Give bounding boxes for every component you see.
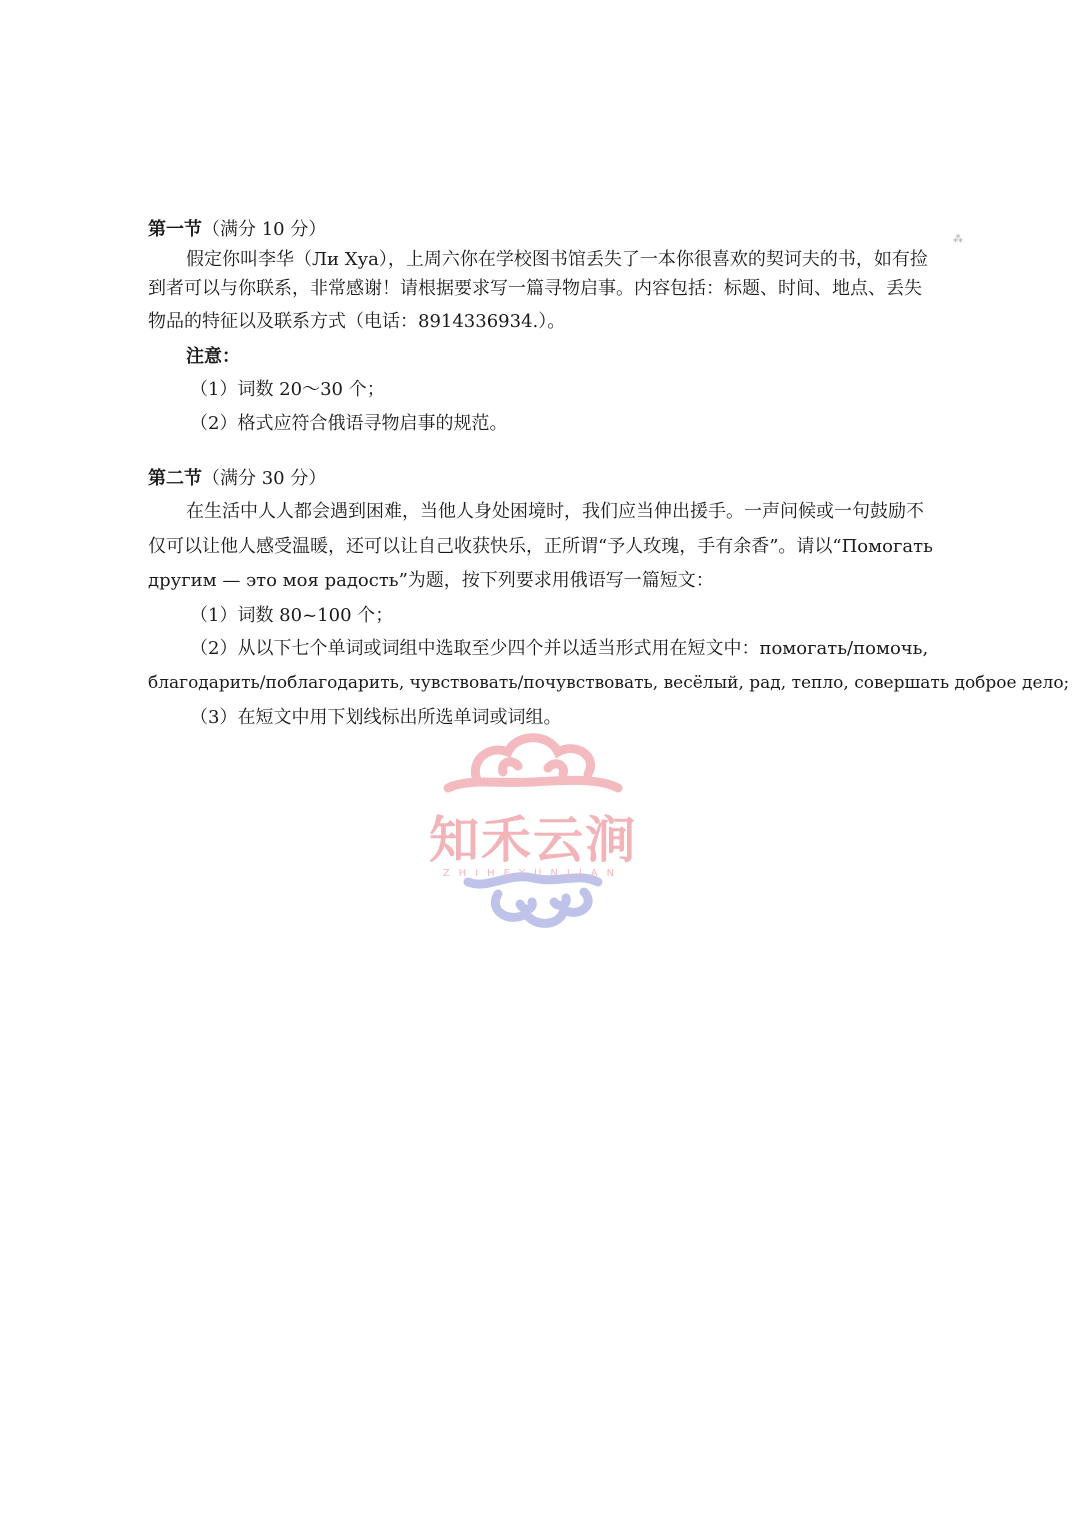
section1-note-1: （1）词数 20～30 个；: [190, 379, 385, 400]
section2-heading: [148, 467, 326, 491]
section1-note-2: （2）格式应符合俄语寻物启事的规范。: [190, 413, 508, 434]
section2-paragraph-line-1: 在生活中人人都会遇到困难，当他人身处困境时，我们应当伸出援手。一声问候或一句鼓励不: [186, 501, 924, 522]
watermark-logo: [408, 722, 658, 932]
section2-score: （满分 30 分）: [202, 468, 327, 489]
section1-paragraph-line-1: 假定你叫李华（Ли Хуа），上周六你在学校图书馆丢失了一本你很喜欢的契诃夫的书，如有捡: [186, 249, 928, 270]
section2-requirement-2-continued: благодарить/поблагодарить, чувствовать/почувствовать, весёлый, рад, тепло, совершать доброе дело;: [148, 673, 1070, 693]
watermark-text: 知禾云涧: [429, 811, 637, 869]
section2-paragraph-line-2: 仅可以让他人感受温暖，还可以让自己收获快乐，正所谓“予人玫瑰，手有余香”。请以“Помогать: [148, 536, 933, 557]
section1-title: 第一节: [148, 219, 202, 240]
section2-requirement-2: （2）从以下七个单词或词组中选取至少四个并以适当形式用在短文中：помогать/помочь,: [190, 638, 929, 659]
watermark-subtext: ZHIHEYUNJIAN: [442, 868, 624, 879]
section1-paragraph-line-2: 到者可以与你联系，非常感谢！请根据要求写一篇寻物启事。内容包括：标题、时间、地点、丢失: [148, 278, 922, 299]
section2-requirement-3: （3）在短文中用下划线标出所选单词或词组。: [190, 707, 562, 728]
section1-heading: [148, 218, 326, 242]
section2-requirement-1: （1）词数 80~100 个；: [190, 605, 394, 626]
section1-score: （满分 10 分）: [202, 219, 327, 240]
section1-note-label: 注意：: [186, 346, 240, 367]
section2-title: 第二节: [148, 468, 202, 489]
scan-speck: ⁂: [953, 234, 963, 245]
section1-paragraph-line-3: 物品的特征以及联系方式（电话：8914336934.）。: [148, 311, 566, 332]
section2-paragraph-line-3: другим — это моя радость”为题，按下列要求用俄语写一篇短文：: [148, 570, 714, 591]
